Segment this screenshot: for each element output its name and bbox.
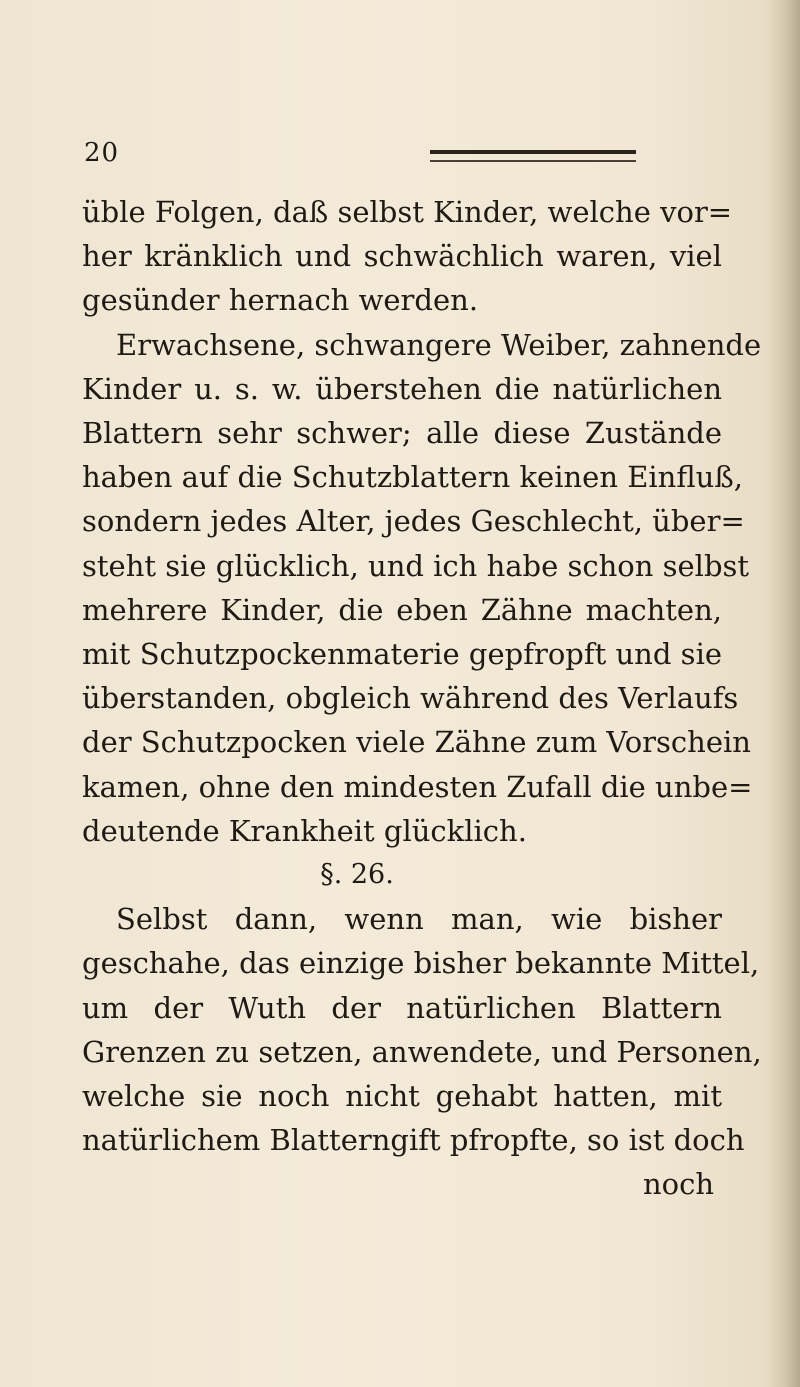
body-text [82, 190, 762, 1207]
page-edge-shadow [766, 0, 800, 1387]
header-rule [430, 150, 636, 154]
text-line: Blattern sehr schwer; alle diese Zustände [82, 416, 722, 451]
text-line: sondern jedes Alter, jedes Geschlecht, über= [82, 504, 745, 539]
text-line: kamen, ohne den mindesten Zufall die unbe= [82, 769, 753, 804]
text-line: Selbst dann, wenn man, wie bisher [116, 902, 722, 937]
text-line: gesünder hernach werden. [82, 283, 479, 318]
page-number: 20 [84, 138, 120, 168]
text-line: mit Schutzpockenmaterie gepfropft und sie [82, 637, 722, 672]
catchword: noch [642, 1167, 714, 1202]
text-line: um der Wuth der natürlichen Blattern [82, 990, 722, 1025]
text-line: welche sie noch nicht gehabt hatten, mit [82, 1079, 722, 1114]
text-line: her kränklich und schwächlich waren, viel [82, 239, 722, 274]
header-rule-thin [430, 160, 636, 162]
text-line: steht sie glücklich, und ich habe schon selbst [82, 548, 750, 583]
text-line: Grenzen zu setzen, anwendete, und Personen, [82, 1034, 762, 1069]
text-line: haben auf die Schutzblattern keinen Einfluß, [82, 460, 743, 495]
text-line: geschahe, das einzige bisher bekannte Mittel, [82, 946, 760, 981]
text-line: Erwachsene, schwangere Weiber, zahnende [116, 327, 762, 362]
text-line: üble Folgen, daß selbst Kinder, welche vor= [82, 195, 733, 229]
section-heading: §. 26. [320, 859, 394, 891]
text-line: mehrere Kinder, die eben Zähne machten, [82, 592, 722, 627]
text-line: der Schutzpocken viele Zähne zum Vorschein [82, 725, 751, 760]
text-line: überstanden, obgleich während des Verlaufs [82, 681, 739, 716]
text-line: Kinder u. s. w. überstehen die natürlichen [82, 371, 722, 406]
text-line: deutende Krankheit glücklich. [82, 813, 527, 848]
text-line: natürlichem Blatterngift pfropfte, so ist doch [82, 1123, 745, 1158]
